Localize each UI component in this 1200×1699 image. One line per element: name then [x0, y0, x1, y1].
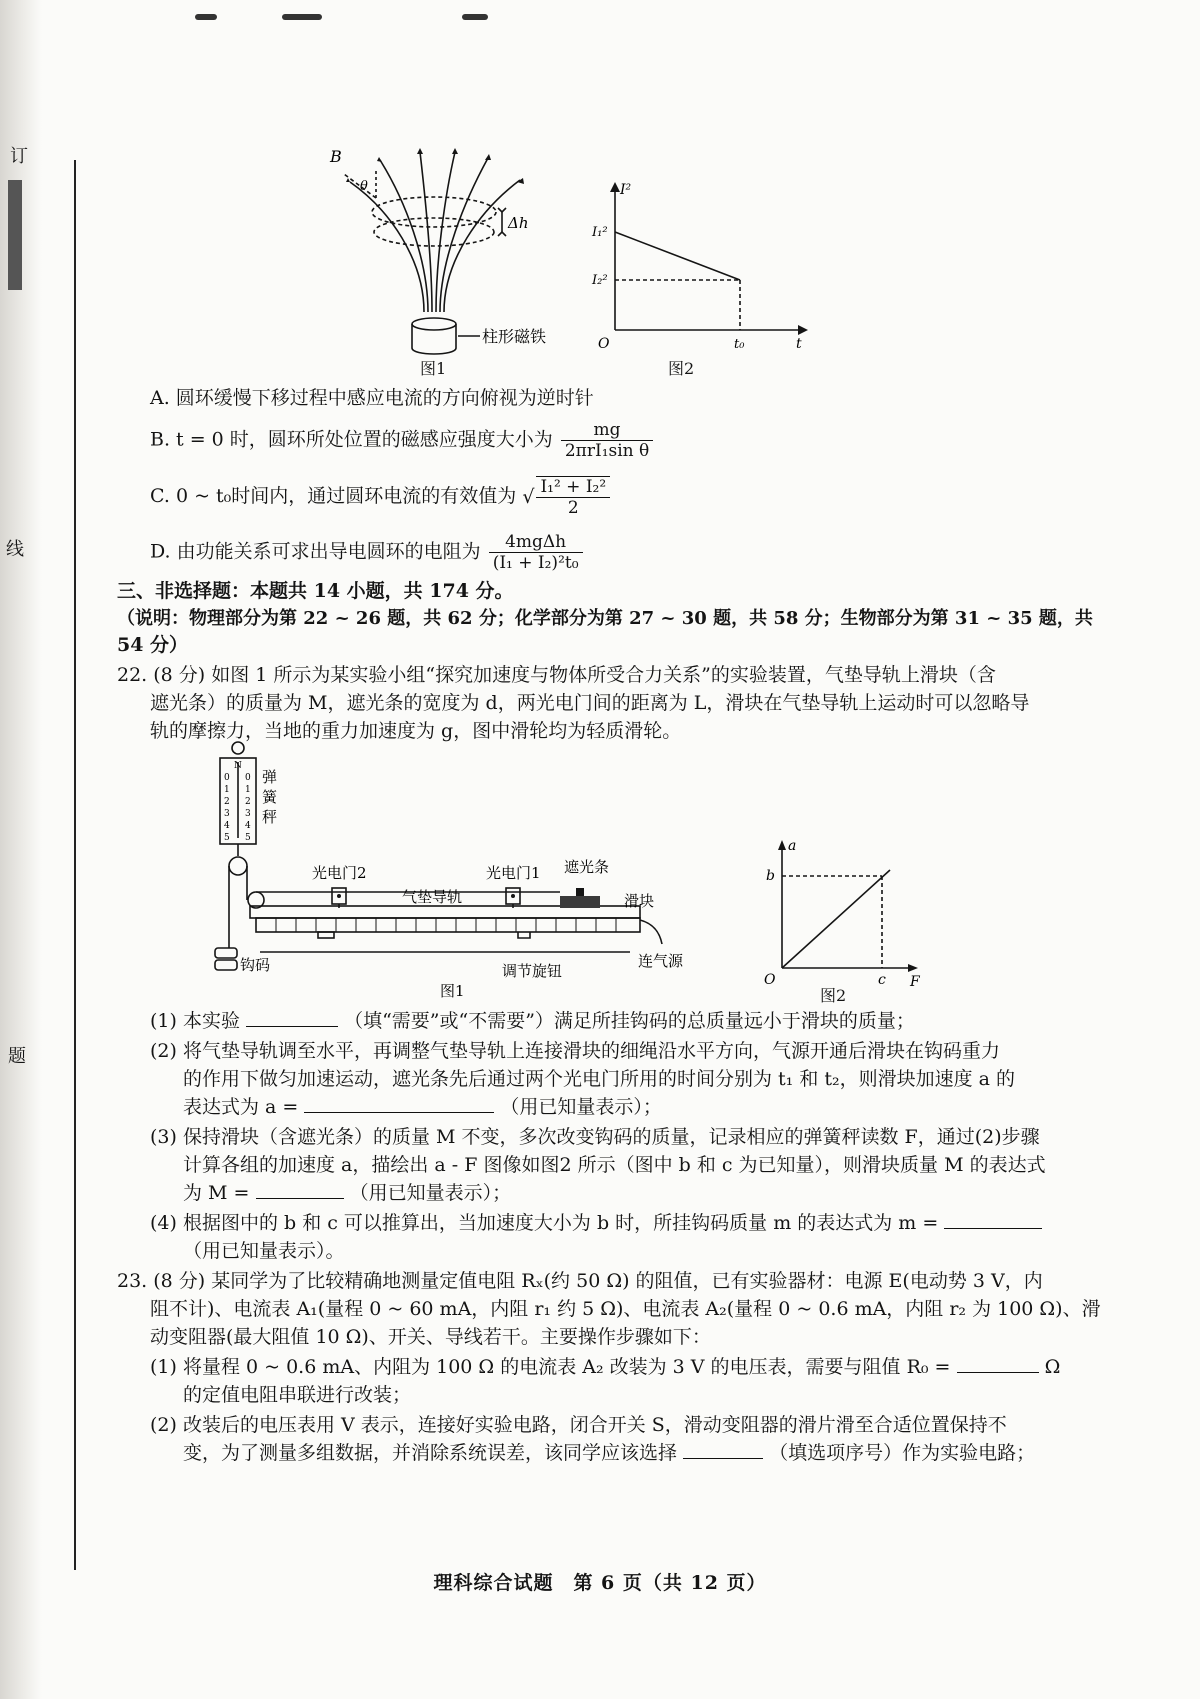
- field-line: [350, 182, 424, 312]
- option-c-text: C. 0 ~ t₀时间内，通过圆环电流的有效值为: [150, 485, 517, 507]
- hook-weight-2: [215, 960, 237, 970]
- label-slider: 滑块: [624, 892, 655, 910]
- tick-t0: t₀: [734, 337, 745, 352]
- option-d-text: D. 由功能关系可求出导电圆环的电阻为: [150, 540, 481, 563]
- origin-label: O: [598, 336, 610, 352]
- page-footer: 理科综合试题 第 6 页（共 12 页）: [433, 1572, 767, 1594]
- fig2-caption: 图2: [668, 359, 695, 378]
- top-scan-mark: [462, 14, 488, 20]
- scale-tick: 4: [245, 821, 251, 831]
- hook-weight-1: [215, 948, 237, 958]
- air-track-base: [256, 918, 640, 932]
- q22-part3-a: (3) 保持滑块（含遮光条）的质量 M 不变，多次改变钩码的质量，记录相应的弹簧秤读数 F，通过(2)步骤: [150, 1126, 1040, 1148]
- adjust-knob-right: [518, 932, 530, 938]
- label-air-track: 气垫导轨: [402, 888, 463, 906]
- q22-part1: [150, 1008, 915, 1034]
- option-c-fraction: [536, 476, 610, 518]
- q23-part1-text: (1) 将量程 0 ~ 0.6 mA、内阻为 100 Ω 的电流表 A₂ 改装为 3 V 的电压表，需要与阻值 R₀ =: [150, 1356, 951, 1378]
- arrow-head: [485, 154, 491, 160]
- margin-mark: 线: [6, 539, 24, 560]
- field-line: [440, 158, 488, 312]
- arrow-head: [452, 148, 458, 154]
- axis-x-label: F: [910, 974, 920, 990]
- slider-block: [560, 896, 600, 908]
- q22-part4-b: （用已知量表示）。: [183, 1240, 345, 1262]
- q23-part2-a: (2) 改装后的电压表用 V 表示，连接好实验电路，闭合开关 S，滑动变阻器的滑片滑至合适位置保持不: [150, 1414, 1007, 1436]
- option-b-fraction: [561, 420, 653, 461]
- q23-part1-unit: Ω: [1044, 1356, 1061, 1378]
- q22-part3-c2: （用已知量表示）；: [349, 1182, 512, 1204]
- spring-scale-char: 簧: [262, 788, 278, 806]
- arrow-head: [417, 148, 423, 154]
- gate2-dot: [337, 894, 341, 898]
- graph-line: [782, 870, 890, 968]
- q22-part2-c2: （用已知量表示）；: [500, 1096, 662, 1118]
- i2-t-graph: [590, 180, 820, 360]
- scale-tick: 5: [245, 833, 251, 843]
- frac-den: 2πrI₁sin θ: [564, 441, 650, 461]
- option-d-fraction: [489, 532, 583, 573]
- shade-strip: [576, 888, 584, 896]
- section-note-1: （说明：物理部分为第 22 ~ 26 题，共 62 分；化学部分为第 27 ~ 30 题，共 58 分；生物部分为第 31 ~ 35 题，共: [117, 608, 1093, 629]
- q22-part3-c1: 为 M =: [183, 1182, 250, 1204]
- q22-part1-b: （填“需要”或“不需要”）满足所挂钩码的总质量远小于滑块的质量；: [344, 1010, 915, 1032]
- y-arrow: [610, 182, 620, 192]
- q22-part4-a: [150, 1210, 1042, 1236]
- fig1-caption: 图1: [440, 982, 465, 1000]
- label-theta: θ: [360, 179, 368, 194]
- option-b: [150, 420, 655, 461]
- option-a: A. 圆环缓慢下移过程中感应电流的方向俯视为逆时针: [150, 387, 594, 409]
- q22-part1-a: (1) 本实验: [150, 1010, 240, 1032]
- ring-lower: [374, 218, 494, 246]
- margin-mark: 订: [10, 146, 28, 167]
- q22-part3-c: [183, 1180, 511, 1206]
- x-arrow: [798, 325, 808, 335]
- y-arrow: [778, 840, 786, 850]
- q22-line-1: 22. (8 分) 如图 1 所示为某实验小组“探究加速度与物体所受合力关系”的实验装置，气垫导轨上滑块（含: [117, 664, 996, 686]
- scale-ring: [232, 742, 244, 754]
- scale-tick: 3: [224, 809, 230, 819]
- tick-i2: I₂²: [592, 273, 608, 288]
- section-title: 三、非选择题：本题共 14 小题，共 174 分。: [117, 580, 514, 602]
- margin-mark: 题: [8, 1046, 26, 1067]
- tick-b: b: [766, 868, 775, 884]
- air-track-apparatus: [200, 738, 700, 1003]
- label-dh: Δh: [508, 214, 529, 232]
- q23-part1-a: [150, 1354, 1060, 1380]
- q23-part2-b1: 变，为了测量多组数据，并消除系统误差，该同学应该选择: [183, 1442, 678, 1464]
- binding-bar: [8, 180, 22, 290]
- top-scan-mark: [282, 14, 322, 20]
- q22-part2-b: 的作用下做匀加速运动，遮光条先后通过两个光电门所用的时间分别为 t₁ 和 t₂，则滑块加速度 a 的: [183, 1068, 1016, 1090]
- q23-line-3: 动变阻器(最大阻值 10 Ω)、开关、导线若干。主要操作步骤如下：: [150, 1326, 711, 1348]
- origin-label: O: [764, 972, 776, 988]
- frac-den: (I₁ + I₂)²t₀: [492, 553, 579, 573]
- q23-part2-b: [183, 1440, 1035, 1466]
- scale-tick: 2: [224, 797, 230, 807]
- label-shade-strip: 遮光条: [564, 858, 610, 876]
- option-d: [150, 532, 585, 573]
- scale-tick: 1: [224, 785, 230, 795]
- tick-i1: I₁²: [592, 225, 608, 240]
- q22-part2-c1: 表达式为 a =: [183, 1096, 299, 1118]
- magnet-field-figure: [320, 140, 570, 380]
- scale-tick: 1: [245, 785, 251, 795]
- axis-x-label: t: [796, 336, 802, 352]
- label-b: B: [330, 147, 342, 166]
- field-line: [436, 152, 455, 312]
- label-knob: 调节旋钮: [502, 962, 563, 980]
- q22-part2-c: [183, 1094, 662, 1120]
- scale-tick: 0: [245, 773, 251, 783]
- scale-tick: 5: [224, 833, 230, 843]
- field-line: [444, 180, 520, 312]
- answer-blank[interactable]: [683, 1440, 763, 1459]
- frac-num: I₁² + I₂²: [536, 477, 610, 498]
- adjust-knob-left: [318, 932, 334, 938]
- answer-blank[interactable]: [256, 1180, 344, 1199]
- pulley-hanging: [229, 857, 247, 875]
- spring-scale-char: 弹: [262, 768, 278, 786]
- x-arrow: [908, 964, 918, 972]
- graph-line: [615, 232, 740, 280]
- q22-part4-a-text: (4) 根据图中的 b 和 c 可以推算出，当加速度大小为 b 时，所挂钩码质量 m 的表达式为 m =: [150, 1212, 939, 1234]
- scale-letter: N: [234, 761, 242, 771]
- option-b-text: B. t = 0 时，圆环所处位置的磁感应强度大小为: [150, 428, 553, 451]
- tick-c: c: [878, 972, 886, 988]
- q23-line-1: 23. (8 分) 某同学为了比较精确地测量定值电阻 Rₓ(约 50 Ω) 的阻值，已有实验器材：电源 E(电动势 3 V，内: [117, 1270, 1043, 1292]
- axis-y-label: a: [788, 838, 797, 854]
- q22-part2-a: (2) 将气垫导轨调至水平，再调整气垫导轨上连接滑块的细绳沿水平方向，气源开通后滑块在钩码重力: [150, 1040, 1000, 1062]
- axis-y-label: I²: [620, 182, 632, 198]
- frac-num: mg: [561, 420, 653, 441]
- answer-blank[interactable]: [957, 1354, 1039, 1373]
- binding-margin-line: [74, 160, 76, 1570]
- label-gate2: 光电门2: [312, 864, 367, 882]
- magnet-bottom: [412, 348, 456, 354]
- label-gate1: 光电门1: [486, 864, 541, 882]
- section-note-2: 54 分）: [117, 634, 189, 656]
- a-f-graph: [760, 838, 930, 1006]
- frac-den: 2: [567, 498, 579, 518]
- magnet-top: [412, 318, 456, 330]
- q23-line-2: 阻不计)、电流表 A₁(量程 0 ~ 60 mA，内阻 r₁ 约 5 Ω)、电流表 A₂(量程 0 ~ 0.6 mA，内阻 r₂ 为 100 Ω)、滑: [150, 1298, 1101, 1320]
- q22-line-2: 遮光条）的质量为 M，遮光条的宽度为 d，两光电门间的距离为 L，滑块在气垫导轨上运动时可以忽略导: [150, 692, 1030, 714]
- q22-line-3: 轨的摩擦力，当地的重力加速度为 g，图中滑轮均为轻质滑轮。: [150, 720, 682, 742]
- field-line: [380, 160, 428, 312]
- magnet-label: 柱形磁铁: [482, 327, 547, 346]
- answer-blank[interactable]: [304, 1094, 494, 1113]
- fig2-caption-q22: 图2: [820, 986, 847, 1005]
- q22-part3-b: 计算各组的加速度 a，描绘出 a - F 图像如图2 所示（图中 b 和 c 为已知量），则滑块质量 M 的表达式: [183, 1154, 1046, 1176]
- spring-scale-char: 秤: [262, 808, 278, 826]
- fig1-caption: 图1: [420, 359, 447, 378]
- arrow-head: [346, 178, 350, 182]
- q23-part2-b2: （填选项序号）作为实验电路；: [769, 1442, 1036, 1464]
- sqrt-sign: √: [522, 486, 535, 508]
- arrow-head: [377, 157, 382, 162]
- label-air-source: 连气源: [638, 952, 684, 970]
- frac-num: 4mgΔh: [489, 532, 583, 553]
- track-ticks: [276, 918, 616, 932]
- answer-blank[interactable]: [246, 1008, 338, 1027]
- scale-tick: 3: [245, 809, 251, 819]
- option-c: [150, 476, 612, 518]
- scale-tick: 2: [245, 797, 251, 807]
- label-spring-scale: [262, 768, 278, 826]
- q23-part1-b: 的定值电阻串联进行改装；: [183, 1384, 412, 1406]
- top-scan-mark: [195, 14, 217, 20]
- gate1-dot: [511, 894, 515, 898]
- air-hose: [640, 920, 662, 944]
- scale-tick: 0: [224, 773, 230, 783]
- label-hook-weight: 钩码: [240, 956, 271, 974]
- answer-blank[interactable]: [944, 1210, 1042, 1229]
- scale-tick: 4: [224, 821, 230, 831]
